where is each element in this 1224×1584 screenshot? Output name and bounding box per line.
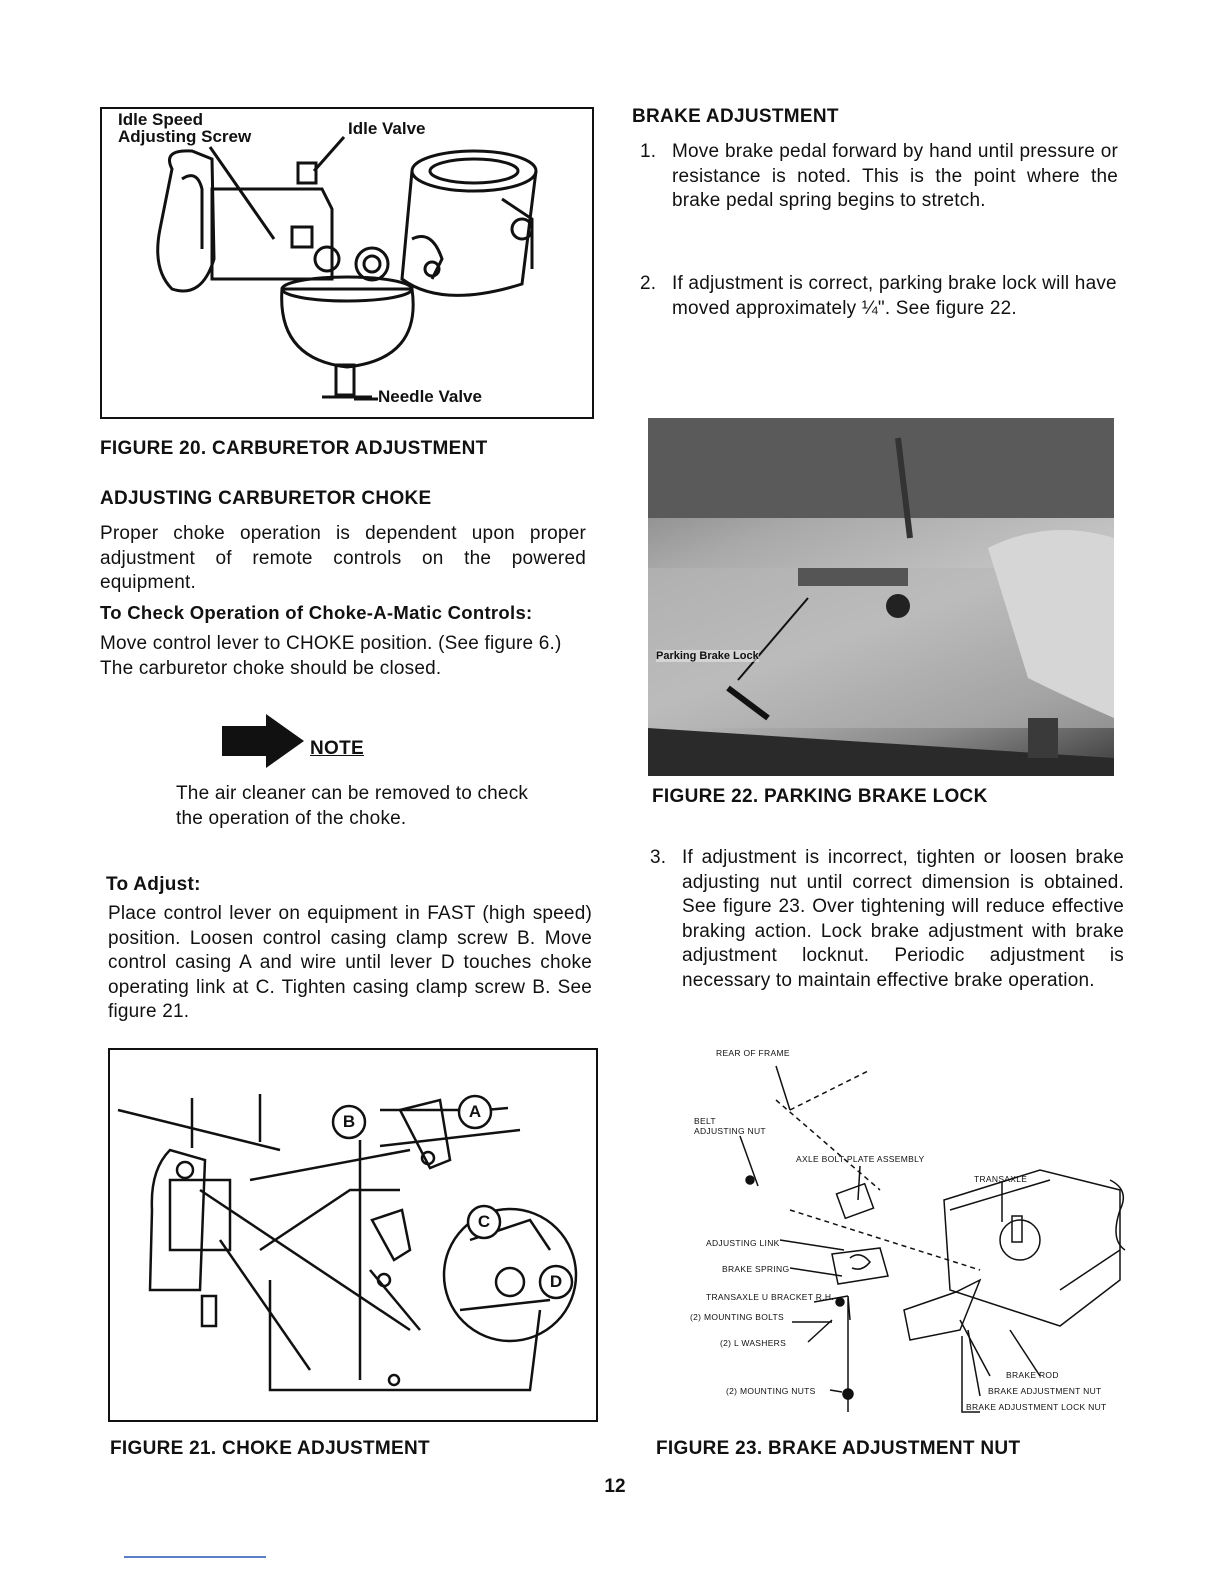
label-brake-spring: BRAKE SPRING (722, 1264, 790, 1274)
note-arrow-icon (220, 712, 310, 775)
brake-section-heading: BRAKE ADJUSTMENT (632, 106, 839, 127)
parking-brake-photo-shapes (648, 418, 1114, 776)
note-label: NOTE (310, 738, 364, 759)
label-l-washers: (2) L WASHERS (720, 1338, 787, 1348)
to-adjust-text: Place control lever on equipment in FAST (high speed) position. Loosen control casing clamp screw B. Move control casing A and wire until lever D touches choke operating link at C. Tighten casing clamp screw B. See figure 21. (108, 903, 592, 1022)
to-adjust-heading: To Adjust: (106, 874, 201, 895)
figure-22-photo (648, 418, 1114, 776)
photo-label-parking-brake-lock: Parking Brake Lock (656, 650, 759, 662)
label-idle-speed-adjusting-screw: Idle Speed Adjusting Screw (118, 110, 252, 146)
step-text: If adjustment is correct, parking brake lock will have moved approximately ¼". See figure 22. (672, 273, 1117, 319)
step-number: 1. (640, 141, 657, 162)
figure-22-caption: FIGURE 22. PARKING BRAKE LOCK (652, 786, 988, 807)
step-text: If adjustment is incorrect, tighten or loosen brake adjusting nut until correct dimension is obtained. See figure 23. Over tightening will reduce effective braking action. Lock brake adjustment with brake adjustment locknut. Periodic adjustment is necessary to maintain effective brake operation. (682, 847, 1124, 991)
carburetor-illustration (102, 109, 592, 417)
label-brake-adjustment-lock-nut: BRAKE ADJUSTMENT LOCK NUT (966, 1402, 1107, 1412)
brake-step-2 (640, 272, 1118, 321)
step-number: 3. (650, 847, 667, 868)
check-operation-heading: To Check Operation of Choke-A-Matic Controls: (100, 602, 533, 623)
label-idle-valve: Idle Valve (348, 119, 426, 138)
label-belt: BELT (694, 1116, 716, 1126)
label-adjusting-nut: ADJUSTING NUT (694, 1126, 766, 1136)
figure-21-choke-diagram (108, 1048, 598, 1422)
choke-illustration (110, 1050, 596, 1420)
label-transaxle-u-bracket: TRANSAXLE U BRACKET R.H. (706, 1292, 834, 1302)
scan-artifact-line (124, 1556, 266, 1558)
callout-c: C (477, 1212, 491, 1231)
label-adjusting-link: ADJUSTING LINK (706, 1238, 780, 1248)
choke-section-heading: ADJUSTING CARBURETOR CHOKE (100, 488, 432, 509)
figure-20-caption: FIGURE 20. CARBURETOR ADJUSTMENT (100, 438, 488, 459)
note-text: The air cleaner can be removed to check the operation of the choke. (176, 783, 529, 829)
check-operation-text: Move control lever to CHOKE position. (See figure 6.) The carburetor choke should be closed. (100, 633, 562, 679)
figure-21-caption: FIGURE 21. CHOKE ADJUSTMENT (110, 1438, 430, 1459)
brake-assembly-illustration (680, 1040, 1130, 1420)
callout-d: D (549, 1272, 563, 1291)
step-number: 2. (640, 273, 657, 294)
choke-intro-text: Proper choke operation is dependent upon proper adjustment of remote controls on the powered equipment. (100, 523, 586, 593)
page-number: 12 (604, 1476, 626, 1497)
label-transaxle: TRANSAXLE (974, 1174, 1028, 1184)
label-mounting-nuts: (2) MOUNTING NUTS (726, 1386, 816, 1396)
brake-step-1 (640, 140, 1118, 214)
label-brake-rod: BRAKE ROD (1006, 1370, 1059, 1380)
figure-23-brake-diagram (680, 1040, 1130, 1420)
figure-23-caption: FIGURE 23. BRAKE ADJUSTMENT NUT (656, 1438, 1021, 1459)
figure-20-carburetor-diagram (100, 107, 594, 419)
label-needle-valve: Needle Valve (378, 387, 482, 406)
label-brake-adjustment-nut: BRAKE ADJUSTMENT NUT (988, 1386, 1102, 1396)
brake-step-3 (650, 846, 1124, 993)
label-rear-of-frame: REAR OF FRAME (716, 1048, 790, 1058)
label-axle-bolt-plate-assembly: AXLE BOLT PLATE ASSEMBLY (796, 1154, 925, 1164)
label-mounting-bolts: (2) MOUNTING BOLTS (690, 1312, 785, 1322)
step-text: Move brake pedal forward by hand until pressure or resistance is noted. This is the point where the brake pedal spring begins to stretch. (672, 141, 1118, 211)
callout-a: A (468, 1102, 482, 1121)
callout-b: B (342, 1112, 356, 1131)
